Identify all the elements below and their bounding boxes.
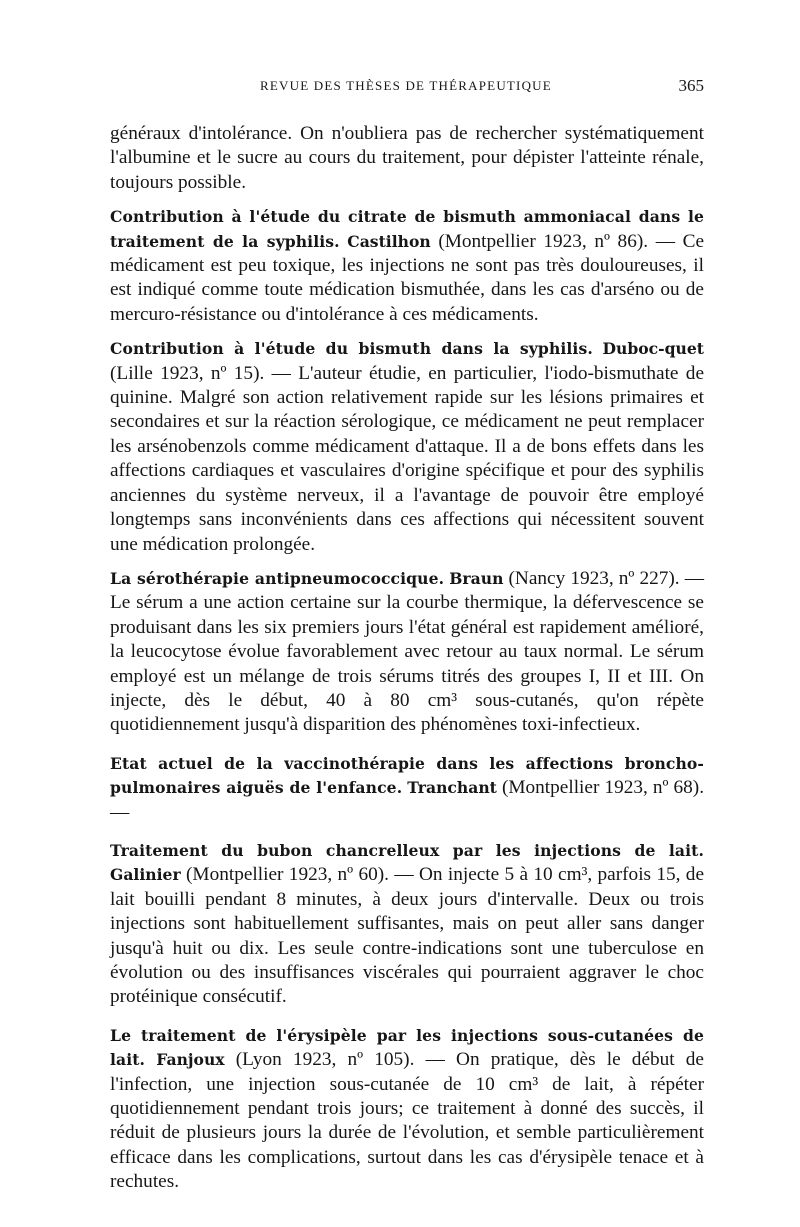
running-header	[110, 76, 704, 100]
thesis-title: La sérothérapie antipneumococcique.	[110, 568, 445, 588]
thesis-entry	[110, 567, 704, 738]
thesis-reference: (Montpellier 1923, nº 68).	[501, 777, 705, 799]
thesis-author: Braun	[449, 568, 504, 588]
intro-paragraph: généraux d'intolérance. On n'oubliera pas de rechercher systématiquement l'albumine et le sucre au cours du traitement, pour dépister l'atteinte rénale, toujours possible.	[110, 123, 704, 193]
running-title: REVUE DES THÈSES DE THÉRAPEUTIQUE	[260, 78, 552, 93]
thesis-author: Castilhon	[347, 231, 431, 251]
thesis-reference: (Nancy 1923, nº 227).	[508, 567, 680, 589]
thesis-entry	[110, 839, 704, 1010]
thesis-reference: (Lille 1923, nº 15).	[110, 362, 265, 384]
thesis-summary: — On pratique, dès le début de l'infection, une injection sous-cutanée de 10 cm³ de lait, à répéter quotidiennement pendant trois jours; ce traitement à donné des succès, il réduit de plusieurs jours la durée de l'évolution, et semble particulièrement efficace dans les complications, surtout dans les cas d'érysipèle tenace et à rechutes.	[110, 1049, 704, 1193]
thesis-entry	[110, 752, 704, 825]
thesis-author: Tranchant	[407, 778, 497, 798]
thesis-summary: —	[110, 801, 130, 823]
thesis-summary: — L'auteur étudie, en particulier, l'iodo-bismuthate de quinine. Malgré son action relativement rapide sur les lésions primaires et secondaires et sur la réaction sérologique, ce médicament ne peut remplacer les arsénobenzols comme médicament d'attaque. Il a de bons effets dans les affections cardiaques et vasculaires d'origine spécifique et pour des syphilis anciennes du système nerveux, il a l'avantage de pouvoir être employé longtemps sans inconvénients dans ces affections qui nécessitent souvent une médication prolongée.	[110, 362, 705, 555]
thesis-author: Galinier	[110, 865, 181, 885]
thesis-title: Contribution à l'étude du citrate de bismuth ammoniacal dans le traitement de la syphilis.	[110, 207, 704, 251]
thesis-entry	[110, 337, 704, 557]
thesis-title: Contribution à l'étude du bismuth dans la syphilis.	[110, 339, 593, 359]
thesis-title: Etat actuel de la vaccinothérapie dans les affections broncho-pulmonaires aiguës de l'enfance.	[110, 753, 704, 798]
thesis-entry	[110, 1024, 704, 1195]
thesis-entry	[110, 205, 704, 327]
page-number: 365	[678, 76, 704, 95]
thesis-author: Duboc-quet	[602, 339, 704, 359]
thesis-reference: (Lyon 1923, nº 105).	[235, 1049, 415, 1071]
thesis-title: Le traitement de l'érysipèle par les injections sous-cutanées de lait.	[110, 1025, 704, 1070]
thesis-reference: (Montpellier 1923, nº 60).	[186, 864, 389, 886]
thesis-summary: — On injecte 5 à 10 cm³, parfois 15, de lait bouilli pendant 8 minutes, à deux jours d'intervalle. Deux ou trois injections sont habituellement suffisantes, mais on peut aller sans danger jusqu'à huit ou dix. Les seule contre-indications sont une tuberculose en évolution ou des insuffisances viscérales qui pourraient aggraver le choc protéinique consécutif.	[110, 864, 705, 1008]
thesis-summary: — Ce médicament est peu toxique, les injections ne sont pas très douloureuses, il est indiqué comme toute médication bismuthée, dans les cas d'arséno ou de mercuro-résistance ou d'intolérance à ces médicaments.	[110, 230, 705, 325]
thesis-reference: (Montpellier 1923, nº 86).	[438, 230, 649, 252]
thesis-author: Fanjoux	[156, 1050, 225, 1070]
thesis-summary: — Le sérum a une action certaine sur la courbe thermique, la défervescence se produisant dans les six premiers jours l'état général est rapidement amélioré, la leucocytose évolue favorablement avec retour au taux normal. Le sérum employé est un mélange de trois sérums titrés des groupes I, II et III. On injecte, dès le début, 40 à 80 cm³ sous-cutanés, qu'on répète quotidiennement jusqu'à disparition des phénomènes toxi-infectieux.	[110, 567, 704, 736]
thesis-title: Traitement du bubon chancrelleux par les injections de lait.	[110, 840, 704, 860]
